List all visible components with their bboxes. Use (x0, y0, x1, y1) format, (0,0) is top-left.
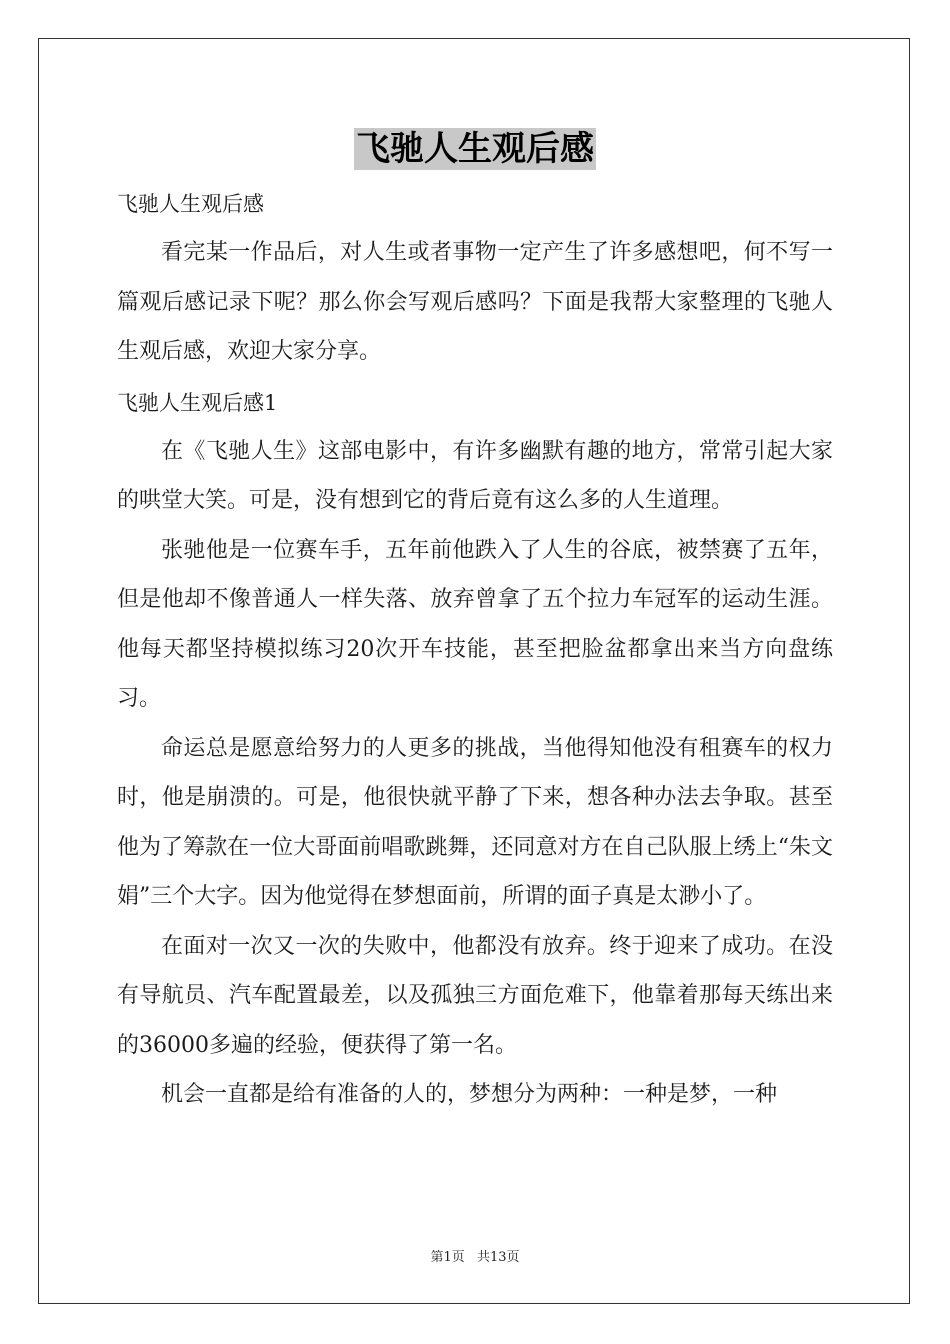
body-paragraph: 在《飞驰人生》这部电影中，有许多幽默有趣的地方，常常引起大家的哄堂大笑。可是，没有想到它的背后竟有这么多的人生道理。 (117, 438, 833, 513)
intro-paragraph: 看完某一作品后，对人生或者事物一定产生了许多感想吧，何不写一篇观后感记录下呢？那么你会写观后感吗？下面是我帮大家整理的飞驰人生观后感，欢迎大家分享。 (117, 240, 833, 364)
body-paragraph: 机会一直都是给有准备的人的，梦想分为两种：一种是梦，一种 (161, 1082, 778, 1107)
section-heading: 飞驰人生观后感1 (117, 390, 278, 415)
page-total: 共13页 (476, 1250, 520, 1265)
body-paragraph: 张驰他是一位赛车手，五年前他跌入了人生的谷底，被禁赛了五年，但是他却不像普通人一样失落、放弃曾拿了五个拉力车冠军的运动生涯。他每天都坚持模拟练习20次开车技能，甚至把脸盆都拿出来当方向盘练习。 (117, 537, 833, 711)
document-body (117, 178, 833, 1120)
document-subtitle: 飞驰人生观后感 (117, 192, 264, 216)
page-footer (0, 1246, 950, 1265)
document-title: 飞驰人生观后感 (356, 129, 594, 169)
title-container (0, 128, 950, 170)
body-paragraph: 命运总是愿意给努力的人更多的挑战，当他得知他没有租赛车的权力时，他是崩溃的。可是，他很快就平静了下来，想各种办法去争取。甚至他为了筹款在一位大哥面前唱歌跳舞，还同意对方在自己队服上绣上“朱文娟”三个大字。因为他觉得在梦想面前，所谓的面子真是太渺小了。 (117, 735, 833, 909)
body-paragraph: 在面对一次又一次的失败中，他都没有放弃。终于迎来了成功。在没有导航员、汽车配置最差，以及孤独三方面危难下，他靠着那每天练出来的36000多遍的经验，便获得了第一名。 (117, 933, 833, 1058)
page-number: 第1页 (430, 1250, 465, 1265)
